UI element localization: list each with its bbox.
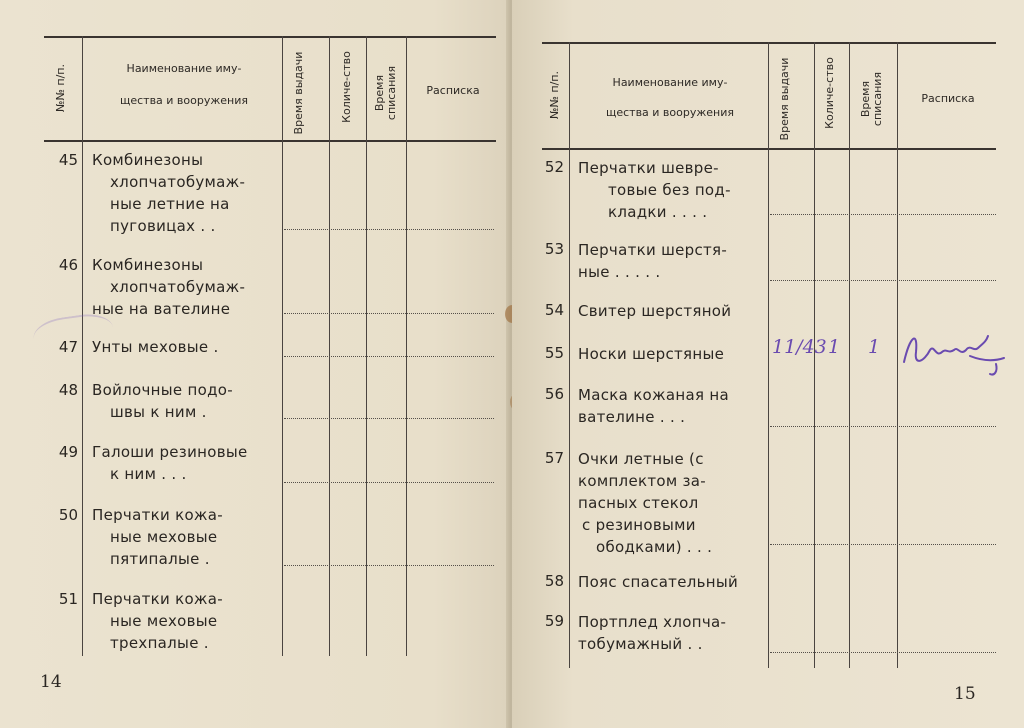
- right-page: [512, 0, 1024, 728]
- item-line: Маска кожаная на: [578, 386, 729, 404]
- list-item: [578, 239, 766, 283]
- item-line: Носки шерстяные: [578, 345, 725, 363]
- item-line: Комбинезоны: [92, 256, 204, 274]
- column-divider: [366, 36, 367, 656]
- table-top-border: [542, 42, 996, 44]
- header-name-line: щества и вооружения: [605, 106, 735, 119]
- item-line: с резиновыми: [582, 516, 696, 534]
- row-dotted-line: [770, 280, 996, 281]
- item-line: к ним . . .: [110, 465, 187, 483]
- row-number: 45: [58, 151, 78, 169]
- item-line: Свитер шерстяной: [578, 302, 732, 320]
- list-item: [578, 571, 766, 593]
- item-line: Пояс спасательный: [578, 573, 739, 591]
- header-issue-time: Время выдачи: [292, 51, 305, 135]
- header-name: [88, 60, 280, 110]
- item-line: трехпалые .: [110, 634, 209, 652]
- item-line: комплектом за-: [578, 472, 707, 490]
- header-receipt: Расписка: [426, 84, 480, 97]
- item-line: Унты меховые .: [92, 338, 219, 356]
- item-line: ные меховые: [110, 612, 218, 630]
- row-dotted-line: [770, 426, 996, 427]
- row-dotted-line: [770, 544, 996, 545]
- column-divider: [329, 36, 330, 656]
- row-number: 47: [58, 338, 78, 356]
- item-line: Галоши резиновые: [92, 443, 248, 461]
- item-line: ные меховые: [110, 528, 218, 546]
- header-writeoff-time: Время списания: [373, 65, 398, 121]
- table-top-border: [44, 36, 496, 38]
- row-dotted-line: [284, 229, 494, 230]
- column-divider: [406, 36, 407, 656]
- list-item: [92, 588, 278, 654]
- row-dotted-line: [770, 652, 996, 653]
- row-number: 50: [58, 506, 78, 524]
- header-num: №№ п/п.: [548, 71, 561, 119]
- row-dotted-line: [284, 313, 494, 314]
- list-item: [92, 379, 278, 423]
- item-line: Портплед хлопча-: [578, 613, 727, 631]
- item-line: Комбинезоны: [92, 151, 204, 169]
- item-line: хлопчатобумаж-: [110, 173, 246, 191]
- header-num: №№ п/п.: [54, 64, 67, 112]
- header-name-line: Наименование иму-: [126, 62, 242, 75]
- column-divider: [849, 42, 850, 668]
- list-item: [578, 300, 766, 322]
- row-number: 51: [58, 590, 78, 608]
- list-item: [578, 384, 766, 428]
- item-line: Перчатки кожа-: [92, 590, 223, 608]
- row-dotted-line: [284, 356, 494, 357]
- header-bottom-border: [542, 148, 996, 150]
- row-number: 57: [544, 449, 564, 467]
- item-line: пасных стекол: [578, 494, 699, 512]
- column-divider: [768, 42, 769, 668]
- item-line: Перчатки шевре-: [578, 159, 719, 177]
- header-quantity: Количе-ство: [340, 51, 353, 123]
- handwritten-writeoff: 1: [868, 336, 881, 358]
- row-number: 52: [544, 158, 564, 176]
- list-item: [92, 254, 278, 320]
- left-page: [0, 0, 510, 728]
- row-number: 54: [544, 301, 564, 319]
- item-line: хлопчатобумаж-: [110, 278, 246, 296]
- list-item: [578, 157, 766, 223]
- item-line: ные . . . . .: [578, 263, 661, 281]
- row-number: 56: [544, 385, 564, 403]
- handwritten-signature: [900, 322, 1010, 378]
- item-line: тобумажный . .: [578, 635, 703, 653]
- row-dotted-line: [284, 482, 494, 483]
- item-line: Очки летные (с: [578, 450, 704, 468]
- header-writeoff-time: Время списания: [859, 71, 884, 127]
- row-dotted-line: [284, 565, 494, 566]
- handwritten-quantity: 1: [828, 336, 841, 358]
- row-number: 53: [544, 240, 564, 258]
- header-name-line: Наименование иму-: [612, 76, 728, 89]
- item-line: швы к ним .: [110, 403, 207, 421]
- item-line: Перчатки кожа-: [92, 506, 223, 524]
- row-number: 58: [544, 572, 564, 590]
- header-name: [574, 74, 766, 122]
- list-item: [92, 336, 278, 358]
- row-number: 55: [544, 344, 564, 362]
- item-line: пятипалые .: [110, 550, 210, 568]
- item-line: пуговицах . .: [110, 217, 216, 235]
- row-number: 49: [58, 443, 78, 461]
- item-line: товые без под-: [608, 181, 731, 199]
- header-quantity: Количе-ство: [823, 57, 836, 129]
- list-item: [92, 504, 278, 570]
- item-line: ободками) . . .: [596, 538, 713, 556]
- row-dotted-line: [770, 214, 996, 215]
- row-dotted-line: [284, 418, 494, 419]
- column-divider: [282, 36, 283, 656]
- list-item: [578, 448, 766, 558]
- item-line: ные на вателине: [92, 300, 231, 318]
- row-number: 48: [58, 381, 78, 399]
- item-line: Перчатки шерстя-: [578, 241, 728, 259]
- list-item: [578, 343, 766, 365]
- list-item: [578, 611, 766, 655]
- column-divider: [897, 42, 898, 668]
- list-item: [92, 441, 278, 485]
- item-line: кладки . . . .: [608, 203, 708, 221]
- item-line: Войлочные подо-: [92, 381, 233, 399]
- row-number: 46: [58, 256, 78, 274]
- page-number: 14: [40, 672, 62, 692]
- handwritten-issue-time: 11/43: [772, 336, 827, 358]
- item-line: ные летние на: [110, 195, 230, 213]
- header-name-line: щества и вооружения: [119, 94, 249, 107]
- item-line: вателине . . .: [578, 408, 686, 426]
- header-bottom-border: [44, 140, 496, 142]
- list-item: [92, 149, 278, 237]
- header-receipt: Расписка: [921, 92, 975, 105]
- row-number: 59: [544, 612, 564, 630]
- header-issue-time: Время выдачи: [778, 57, 791, 141]
- column-divider: [569, 42, 570, 668]
- page-number: 15: [954, 684, 976, 704]
